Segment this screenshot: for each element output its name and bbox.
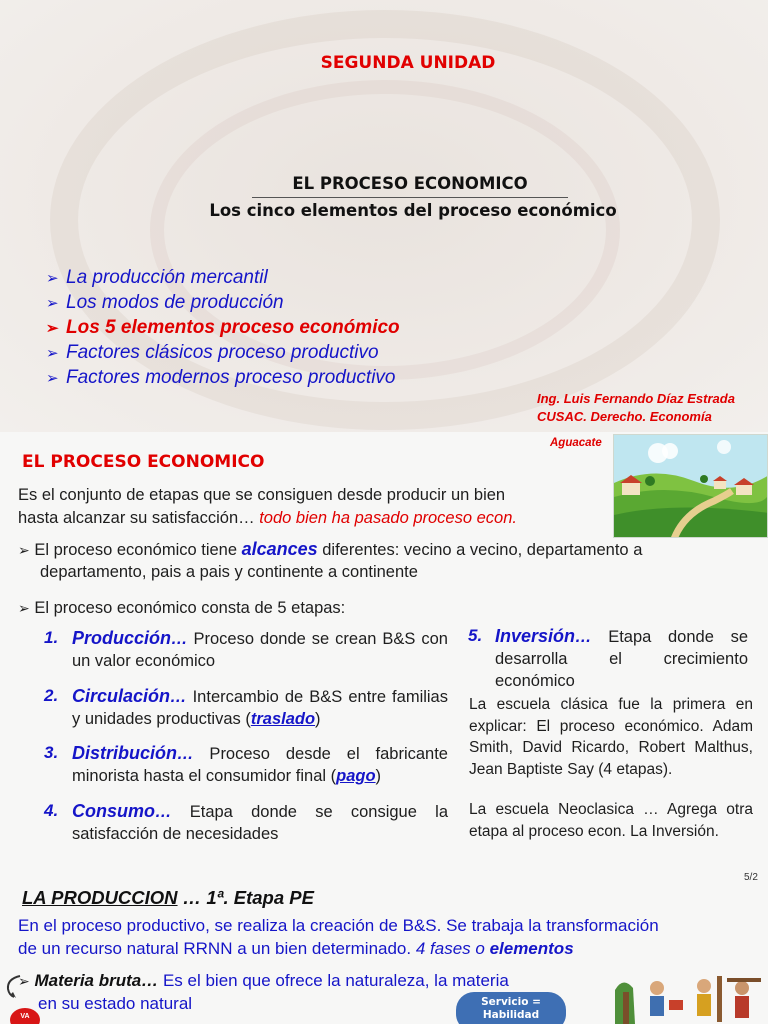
page-number: 5/2 bbox=[744, 872, 758, 883]
arrow-icon: ➢ bbox=[46, 345, 59, 362]
landscape-icon bbox=[614, 435, 768, 538]
author-name: Ing. Luis Fernando Díaz Estrada bbox=[537, 391, 735, 406]
arrow-icon: ➢ bbox=[46, 320, 59, 337]
bullet-item: ➢ Factores modernos proceso productivo bbox=[46, 367, 396, 388]
scope-keyword: alcances bbox=[241, 539, 318, 559]
unit-title: SEGUNDA UNIDAD bbox=[320, 53, 496, 73]
stage-1: Producción… Proceso donde se crean B&S con un valor económico bbox=[72, 628, 448, 670]
scope-line-1: ➢ El proceso económico tiene alcances diferentes: vecino a vecino, departamento a bbox=[18, 539, 643, 559]
arrow-icon: ➢ bbox=[46, 370, 59, 387]
stage-number: 4. bbox=[44, 801, 59, 820]
production-intro-line-2: de un recurso natural RRNN a un bien determinado. 4 fases o elementos bbox=[18, 939, 574, 958]
stage-number: 3. bbox=[44, 743, 59, 762]
stages-intro: ➢ El proceso económico consta de 5 etapas: bbox=[18, 599, 346, 617]
scope-line-2: departamento, pais a pais y continente a continente bbox=[40, 563, 418, 581]
workers-illustration bbox=[609, 970, 768, 1024]
stage-number: 1. bbox=[44, 628, 59, 647]
stage-number: 2. bbox=[44, 686, 59, 705]
landscape-illustration bbox=[613, 434, 768, 538]
arrow-icon: ➢ bbox=[46, 295, 59, 312]
stage-number: 5. bbox=[468, 626, 483, 645]
stage-4: Consumo… Etapa donde se consigue la satisfacción de necesidades bbox=[72, 801, 448, 843]
bullet-item-active: ➢ Los 5 elementos proceso económico bbox=[46, 317, 400, 338]
arrow-icon: ➢ bbox=[46, 270, 59, 287]
definition-line-2: hasta alcanzar su satisfacción… todo bien ha pasado proceso econ. bbox=[18, 509, 517, 527]
neoclassic-school-note: La escuela Neoclasica … Agrega otra etapa al proceso econ. La Inversión. bbox=[469, 801, 753, 840]
stage-2-link: traslado bbox=[250, 710, 316, 728]
bullet-item: ➢ Los modos de producción bbox=[46, 292, 284, 313]
stage-3: Distribución… Proceso desde el fabricante minorista hasta el consumidor final (pago) bbox=[72, 743, 448, 785]
title-underline bbox=[252, 197, 568, 198]
slide-tag: Aguacate bbox=[550, 437, 602, 449]
arrow-icon: ➢ bbox=[18, 600, 30, 616]
raw-material-item: ➢ Materia bruta… Es el bien que ofrece la naturaleza, la materia bbox=[18, 971, 509, 990]
definition-emphasis: todo bien ha pasado proceso econ. bbox=[259, 509, 517, 527]
subtitle: Los cinco elementos del proceso económico bbox=[209, 201, 617, 220]
section-heading: EL PROCESO ECONOMICO bbox=[22, 452, 265, 472]
bullet-item: ➢ La producción mercantil bbox=[46, 267, 268, 288]
production-intro-line-1: En el proceso productivo, se realiza la creación de B&S. Se trabaja la transformación bbox=[18, 916, 659, 935]
stage-2: Circulación… Intercambio de B&S entre familias y unidades productivas (traslado) bbox=[72, 686, 448, 728]
va-badge: VA bbox=[10, 1008, 40, 1024]
production-heading: LA PRODUCCION … 1ª. Etapa PE bbox=[22, 887, 314, 908]
workers-icon bbox=[609, 970, 768, 1024]
arrow-icon: ➢ bbox=[18, 542, 30, 558]
topic-title: EL PROCESO ECONOMICO bbox=[292, 174, 528, 193]
stage-3-link: pago bbox=[336, 767, 376, 785]
raw-material-item-continued: en su estado natural bbox=[38, 994, 193, 1013]
author-affiliation: CUSAC. Derecho. Economía bbox=[537, 409, 712, 424]
bullet-item: ➢ Factores clásicos proceso productivo bbox=[46, 342, 379, 363]
service-skill-badge: Servicio = Habilidad bbox=[456, 992, 566, 1024]
definition-line-1: Es el conjunto de etapas que se consiguen desde producir un bien bbox=[18, 486, 506, 504]
classic-school-note: La escuela clásica fue la primera en explicar: El proceso económico. Adam Smith, David Ricardo, Robert Malthus, Jean Baptiste Say (4 etapas). bbox=[469, 696, 753, 778]
stage-5: Inversión… Etapa donde se desarrolla el crecimiento económico bbox=[495, 626, 748, 690]
arrow-icon: ➢ bbox=[18, 973, 30, 989]
